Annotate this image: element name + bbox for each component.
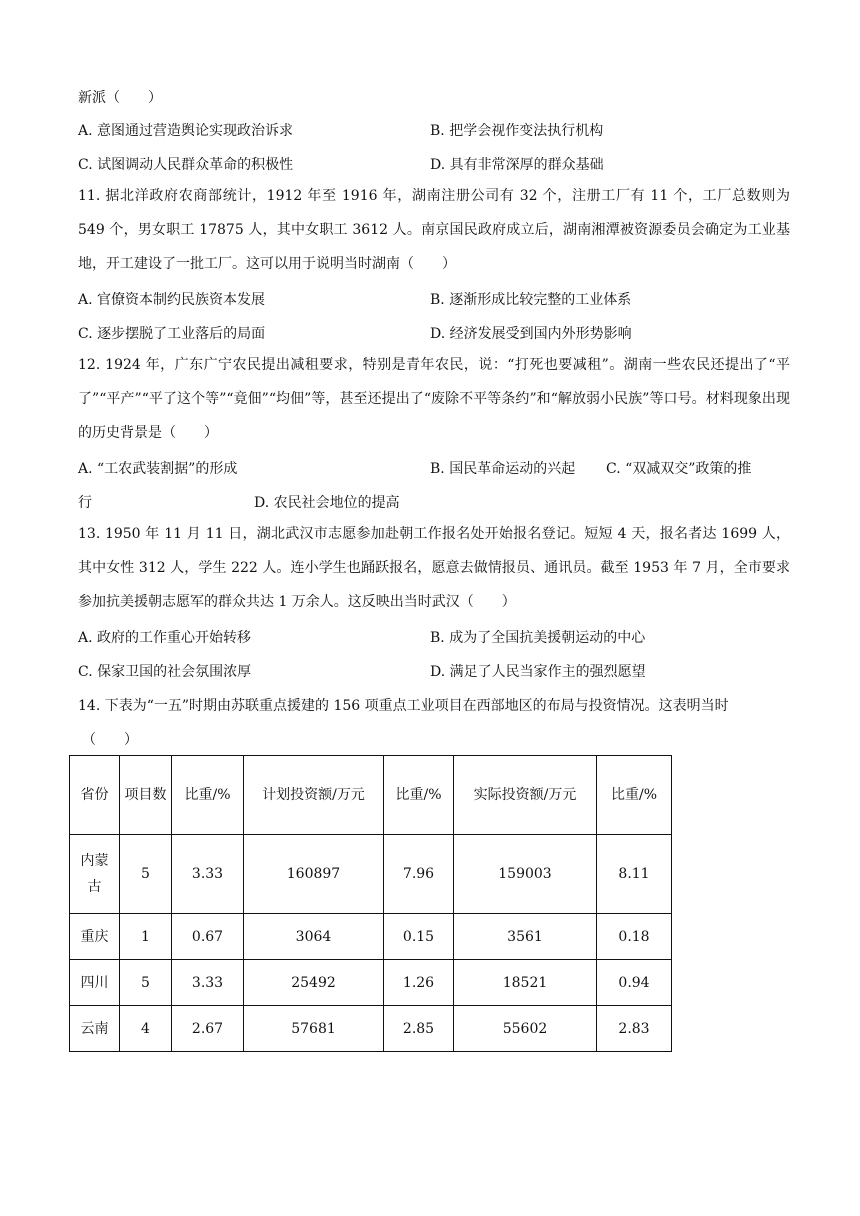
q11-stem: 11. 据北洋政府农商部统计，1912 年至 1916 年，湖南注册公司有 32 个，注册工厂有 11 个，工厂总数则为 549 个，男女职工 17875 人，其中女职工 3612 人。南京国民政府成立后，湖南湘潭被资源委员会确定为工业基地，开工建设了一批工厂。这可以用于说明当时湖南（ ） — [78, 188, 790, 272]
q12-option-c: C. “双减双交”政策的推 — [606, 461, 752, 477]
table-row — [70, 835, 672, 914]
q12-option-c-tail: 行 — [78, 495, 92, 511]
q14-stem: 14. 下表为“一五”时期由苏联重点援建的 156 项重点工业项目在西部地区的布局与投资情况。这表明当时 — [78, 698, 729, 714]
table-cell: 57681 — [244, 1006, 384, 1052]
table-cell: 2.85 — [384, 1006, 454, 1052]
table-row — [70, 914, 672, 960]
q13-option-a: A. 政府的工作重心开始转移 — [78, 630, 252, 646]
q10-option-a: A. 意图通过营造舆论实现政治诉求 — [78, 123, 294, 139]
investment-table — [69, 755, 672, 1052]
table-cell: 3064 — [244, 914, 384, 960]
table-header-row — [70, 756, 672, 835]
table-cell: 0.67 — [172, 914, 244, 960]
q12-stem: 12. 1924 年，广东广宁农民提出减租要求，特别是青年农民，说：“打死也要减租”。湖南一些农民还提出了“平了”“平产”“平了这个等”“竟佃”“均佃”等，甚至还提出了“废除不平等条约”和“解放弱小民族”等口号。材料现象出现的历史背景是（ ） — [78, 357, 790, 441]
q11-option-c: C. 逐步摆脱了工业落后的局面 — [78, 326, 266, 342]
table-row — [70, 960, 672, 1006]
q13-stem: 13. 1950 年 11 月 11 日，湖北武汉市志愿参加赴朝工作报名处开始报名登记。短短 4 天，报名者达 1699 人，其中女性 312 人，学生 222 人。连小学生也踊跃报名，愿意去做情报员、通讯员。截至 1953 年 7 月，全市要求参加抗美援朝志愿军的群众共达 1 万余人。这反映出当时武汉（ ） — [78, 526, 790, 610]
table-cell: 7.96 — [384, 835, 454, 914]
q11-option-a: A. 官僚资本制约民族资本发展 — [78, 292, 266, 308]
q14-answer-blank: （ ） — [82, 732, 138, 748]
table-cell: 重庆 — [70, 914, 120, 960]
q12-option-a: A. “工农武装割据”的形成 — [78, 461, 238, 477]
table-cell: 3.33 — [172, 835, 244, 914]
header-province: 省份 — [70, 756, 120, 835]
table-cell: 0.15 — [384, 914, 454, 960]
table-cell: 1.26 — [384, 960, 454, 1006]
table-cell: 3.33 — [172, 960, 244, 1006]
header-actual-investment: 实际投资额/万元 — [454, 756, 597, 835]
q10-option-d: D. 具有非常深厚的群众基础 — [430, 157, 604, 173]
q12-option-d: D. 农民社会地位的提高 — [254, 495, 400, 511]
q11-option-d: D. 经济发展受到国内外形势影响 — [430, 326, 632, 342]
table-cell: 0.94 — [597, 960, 672, 1006]
table-cell: 25492 — [244, 960, 384, 1006]
table-cell: 18521 — [454, 960, 597, 1006]
q13-option-d: D. 满足了人民当家作主的强烈愿望 — [430, 664, 646, 680]
q13-option-c: C. 保家卫国的社会氛围浓厚 — [78, 664, 252, 680]
table-cell: 云南 — [70, 1006, 120, 1052]
table-cell: 160897 — [244, 835, 384, 914]
q10-stem-tail: 新派（ ） — [78, 90, 162, 106]
table-cell: 2.83 — [597, 1006, 672, 1052]
table-cell: 3561 — [454, 914, 597, 960]
table-cell: 1 — [120, 914, 172, 960]
header-actual-share: 比重/% — [597, 756, 672, 835]
table-row — [70, 1006, 672, 1052]
table-cell: 8.11 — [597, 835, 672, 914]
table-cell: 5 — [120, 960, 172, 1006]
table-cell: 0.18 — [597, 914, 672, 960]
q13-option-b: B. 成为了全国抗美援朝运动的中心 — [430, 630, 646, 646]
q10-option-b: B. 把学会视作变法执行机构 — [430, 123, 604, 139]
header-project-share: 比重/% — [172, 756, 244, 835]
table-cell: 4 — [120, 1006, 172, 1052]
table-cell: 内蒙古 — [70, 835, 120, 914]
header-planned-investment: 计划投资额/万元 — [244, 756, 384, 835]
header-planned-share: 比重/% — [384, 756, 454, 835]
q12-option-b: B. 国民革命运动的兴起 — [430, 461, 576, 477]
table-cell: 5 — [120, 835, 172, 914]
q10-option-c: C. 试图调动人民群众革命的积极性 — [78, 157, 294, 173]
q11-option-b: B. 逐渐形成比较完整的工业体系 — [430, 292, 632, 308]
header-project-count: 项目数 — [120, 756, 172, 835]
table-cell: 四川 — [70, 960, 120, 1006]
table-cell: 55602 — [454, 1006, 597, 1052]
table-cell: 159003 — [454, 835, 597, 914]
table-cell: 2.67 — [172, 1006, 244, 1052]
